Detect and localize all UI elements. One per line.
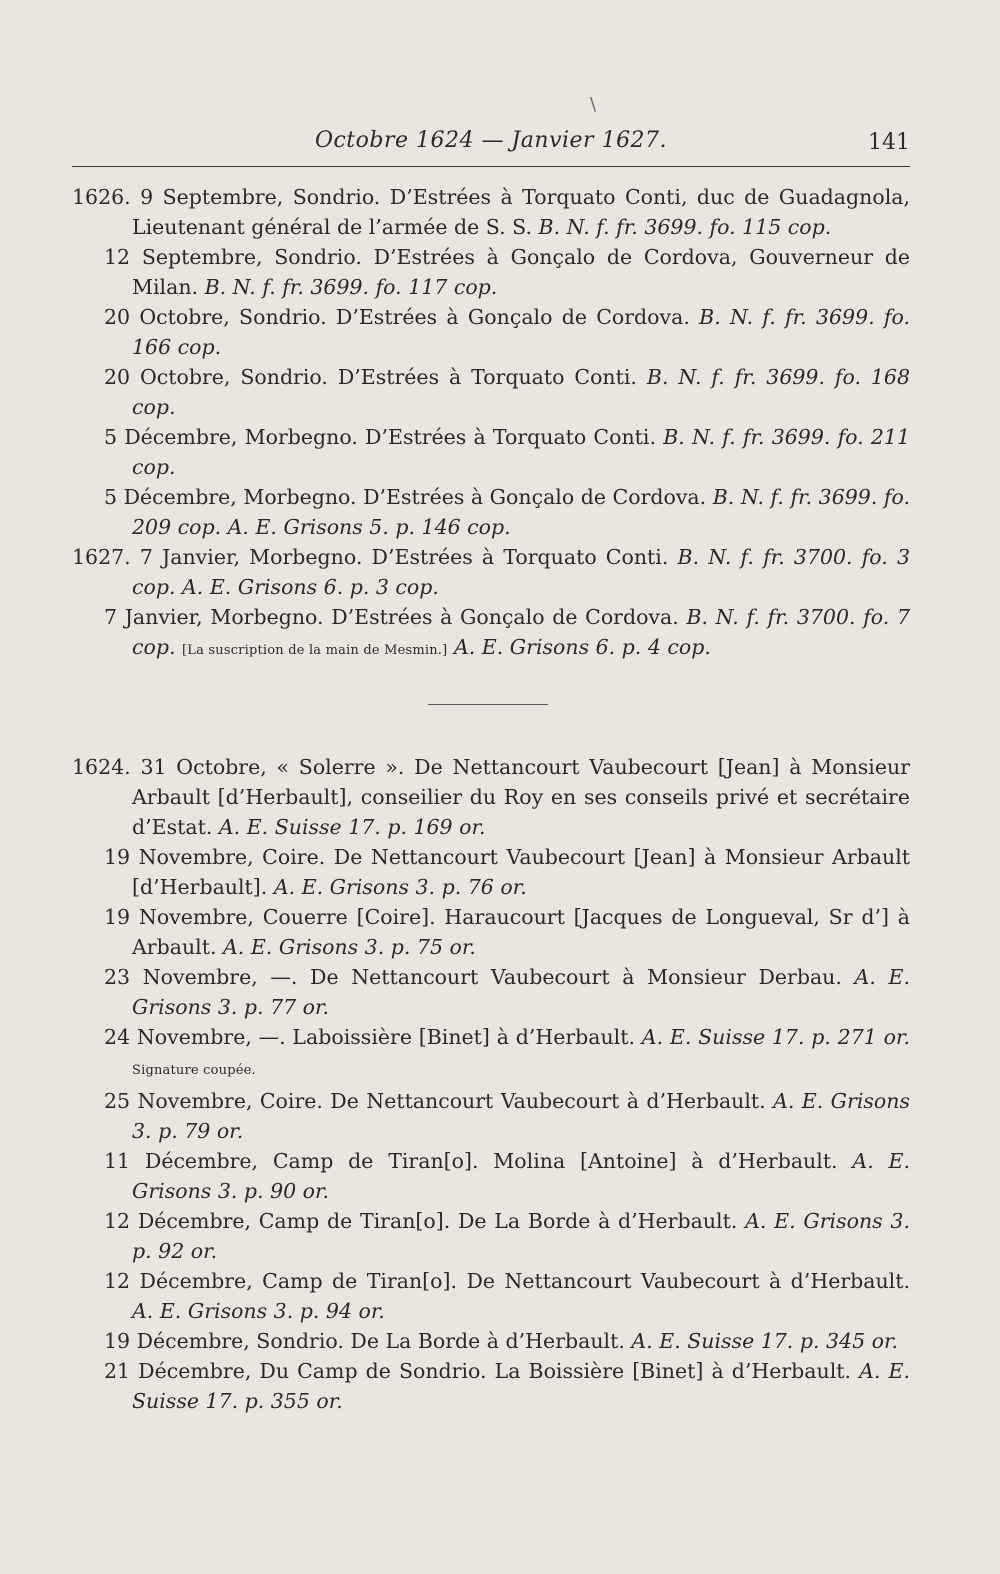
archive-reference: A. E. Suisse 17. p. 355 or.: [132, 1359, 910, 1413]
entry-text: 1624. 31 Octobre, « Solerre ». De Nettancourt Vaubecourt [Jean] à Monsieur Arbault [d’Herbault], conseilier du Roy en ses conseils privé et secrétaire d’Estat.: [72, 755, 910, 839]
running-title: Octobre 1624 — Janvier 1627.: [314, 128, 668, 153]
entry-text: 20 Octobre, Sondrio. D’Estrées à Gonçalo de Cordova.: [104, 305, 690, 329]
entry-text: 5 Décembre, Morbegno. D’Estrées à Torquato Conti.: [104, 425, 656, 449]
entry: [72, 1266, 910, 1326]
archive-reference: B. N. f. fr. 3700. fo. 3 cop. A. E. Grisons 6. p. 3 cop.: [132, 545, 910, 599]
archive-reference: A. E. Suisse 17. p. 169 or.: [218, 815, 486, 839]
entry-text: 1626. 9 Septembre, Sondrio. D’Estrées à Torquato Conti, duc de Guadagnola, Lieutenant général de l’armée de S. S.: [72, 185, 910, 239]
archive-reference: A. E. Grisons 3. p. 76 or.: [273, 875, 527, 899]
entry: [72, 962, 910, 1022]
archive-reference: B. N. f. fr. 3699. fo. 115 cop.: [538, 215, 832, 239]
entry: [72, 1146, 910, 1206]
entry: [72, 752, 910, 842]
entry-text: 19 Novembre, Couerre [Coire]. Haraucourt [Jacques de Longueval, Sr d’] à Arbault.: [104, 905, 910, 959]
entry: [72, 302, 910, 362]
archive-reference: A. E. Grisons 3. p. 92 or.: [132, 1209, 910, 1263]
entry: [72, 542, 910, 602]
entry-text: 5 Décembre, Morbegno. D’Estrées à Gonçalo de Cordova.: [104, 485, 707, 509]
archive-reference: A. E. Suisse 17. p. 345 or.: [631, 1329, 899, 1353]
archive-reference: A. E. Grisons 3. p. 77 or.: [132, 965, 910, 1019]
entry-text: 25 Novembre, Coire. De Nettancourt Vaubecourt à d’Herbault.: [104, 1089, 766, 1113]
page-header: [72, 118, 910, 167]
entry: [72, 182, 910, 242]
page-number: 141: [868, 130, 910, 155]
entry-text: 20 Octobre, Sondrio. D’Estrées à Torquato Conti.: [104, 365, 637, 389]
archive-reference: B. N. f. fr. 3699. fo. 209 cop. A. E. Grisons 5. p. 146 cop.: [132, 485, 910, 539]
archive-reference: B. N. f. fr. 3700. fo. 7 cop.: [132, 605, 910, 659]
archive-reference: A. E. Grisons 3. p. 75 or.: [223, 935, 476, 959]
entry-text: 21 Décembre, Du Camp de Sondrio. La Boissière [Binet] à d’Herbault.: [104, 1359, 852, 1383]
entry: [72, 1326, 910, 1356]
editorial-note: [La suscription de la main de Mesmin.]: [182, 643, 448, 658]
entry: [72, 1356, 910, 1416]
entry: [72, 1022, 910, 1086]
entries-1624: [72, 752, 910, 1416]
entry-text: 23 Novembre, —. De Nettancourt Vaubecourt à Monsieur Derbau.: [104, 965, 842, 989]
entry-text: 19 Décembre, Sondrio. De La Borde à d’Herbault.: [104, 1329, 625, 1353]
entries-1626-1627: [72, 182, 910, 666]
entry: [72, 902, 910, 962]
entry-text: 7 Janvier, Morbegno. D’Estrées à Gonçalo de Cordova.: [104, 605, 679, 629]
entry-text: 1627. 7 Janvier, Morbegno. D’Estrées à Torquato Conti.: [72, 545, 669, 569]
archive-reference: A. E. Suisse 17. p. 271 or.: [641, 1025, 910, 1049]
entry: [72, 1086, 910, 1146]
ink-mark: \: [590, 94, 597, 115]
entry-text: 12 Décembre, Camp de Tiran[o]. De Nettancourt Vaubecourt à d’Herbault.: [104, 1269, 910, 1293]
entry: [72, 842, 910, 902]
entry: [72, 482, 910, 542]
archive-reference: A. E. Grisons 6. p. 4 cop.: [453, 635, 711, 659]
archive-reference: A. E. Grisons 3. p. 79 or.: [132, 1089, 911, 1143]
entry: [72, 242, 910, 302]
entry-text: 12 Décembre, Camp de Tiran[o]. De La Borde à d’Herbault.: [104, 1209, 738, 1233]
entry: [72, 422, 910, 482]
entry-text: 19 Novembre, Coire. De Nettancourt Vaubecourt [Jean] à Monsieur Arbault [d’Herbault].: [104, 845, 910, 899]
entry: [72, 602, 910, 666]
entry-text: 24 Novembre, —. Laboissière [Binet] à d’Herbault.: [104, 1025, 635, 1049]
archive-reference: A. E. Grisons 3. p. 90 or.: [132, 1149, 910, 1203]
archive-reference: B. N. f. fr. 3699. fo. 117 cop.: [204, 275, 498, 299]
archive-reference: B. N. f. fr. 3699. fo. 211 cop.: [132, 425, 910, 479]
entry: [72, 1206, 910, 1266]
entry: [72, 362, 910, 422]
archive-reference: A. E. Grisons 3. p. 94 or.: [132, 1299, 385, 1323]
archive-reference: B. N. f. fr. 3699. fo. 168 cop.: [132, 365, 911, 419]
editorial-note: Signature coupée.: [132, 1063, 256, 1078]
archive-reference: B. N. f. fr. 3699. fo. 166 cop.: [132, 305, 910, 359]
entry-text: 11 Décembre, Camp de Tiran[o]. Molina [Antoine] à d’Herbault.: [104, 1149, 838, 1173]
section-separator: [428, 704, 548, 705]
entry-text: 12 Septembre, Sondrio. D’Estrées à Gonçalo de Cordova, Gouverneur de Milan.: [104, 245, 910, 299]
